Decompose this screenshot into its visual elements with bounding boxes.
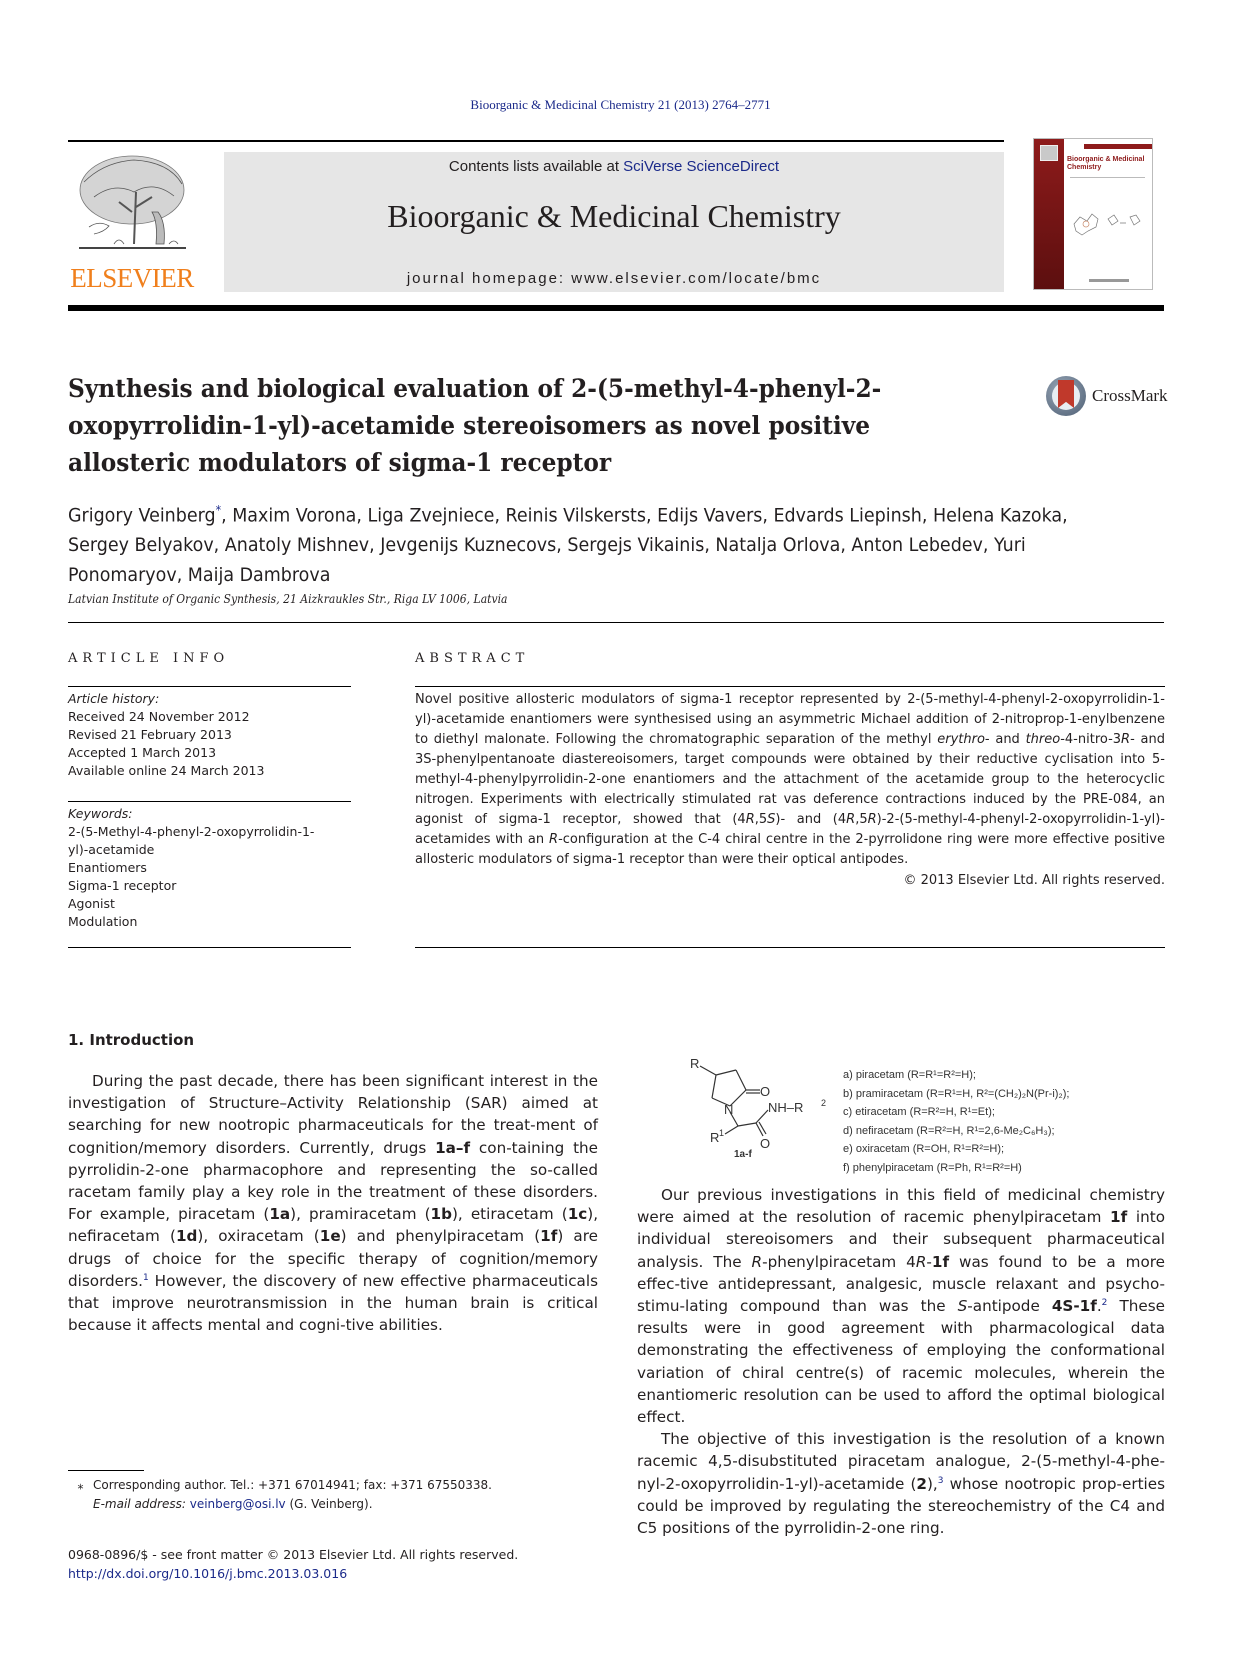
article-title: Synthesis and biological evaluation of 2-(5-methyl-4-phenyl-2-oxopyrrolidin-1-yl)-acetamide stereoisomers as novel positive allosteric modulators of sigma-1 receptor [68,374,882,477]
article-history [68,690,351,780]
front-matter [68,1545,518,1583]
atom-NH-R: NH–R [768,1100,804,1115]
compound-item: c) etiracetam (R=R²=H, R¹=Et); [843,1106,995,1118]
co-authors: , Maxim Vorona, Liga Zvejniece, Reinis Vilskersts, Edijs Vavers, Edvards Liepinsh, Helena Kazoka, Sergey Belyakov, Anatoly Mishnev, Jevgenijs Kuznecovs, Sergejs Vikainis, Natalja Orlova, Anton Lebedev, Yuri Ponomaryov, Maija Dambrova [68,504,1068,587]
keyword-item: Enantiomers [68,860,147,875]
article-info-rule [68,686,351,687]
intro-paragraph-3: The objective of this investigation is the resolution of a known racemic 4,5-disubstituted piracetam analogue, 2-(5-methyl-4-phe-nyl-2-oxopyrrolidin-1-yl)-acetamide (2),$^3$ whose nootropic prop-erties could be improved by regulating the stereochemistry of the C4 and C5 positions of the pyrrolidin-2-one ring. [637,1430,1165,1538]
abstract-text: Novel positive allosteric modulators of sigma-1 receptor represented by 2-(5-methyl-4-phenyl-2-oxopyrrolidin-1-yl)-acetamide enantiomers were synthesised using an asymmetric Michael addition of 2-nitroprop-1-enylbenzene to diethyl malonate. Following the chromatographic separation of the methyl erythro- and threo-4-nitro-3R- and 3S-phenylpentanoate diastereoisomers, target compounds were obtained by their reductive cyclisation into 5-methyl-4-phenylpyrrolidin-2-one enantiomers and the attachment of the acetamide group to the heterocyclic nitrogen. Experiments with electrically stimulated rat vas deference contractions induced by the PRE-084, an agonist of sigma-1 receptor, showed that (4R,5S)- and (4R,5R)-2-(5-methyl-4-phenyl-2-oxopyrrolidin-1-yl)-acetamides with an R-configuration at the C-4 chiral centre in the 2-pyrrolidone ring were more effective positive allosteric modulators of sigma-1 receptor than were their optical antipodes. [415,692,1165,867]
journal-citation[interactable]: Bioorganic & Medicinal Chemistry 21 (2013) 2764–2771 [470,97,771,112]
footnote-email-line: E-mail address: veinberg@osi.lv (G. Veinberg). [93,1497,373,1511]
history-heading: Article history: [68,691,160,706]
elsevier-wordmark: ELSEVIER [70,263,194,293]
footnote-rule [68,1470,144,1471]
atom-O-amide: O [760,1136,771,1151]
footnote-line: ⁎ Corresponding author. Tel.: +371 67014941; fax: +371 67550338. [68,1476,492,1495]
atom-O-ring: O [760,1084,771,1099]
right-column-text [637,1184,1165,1539]
sciencedirect-link[interactable]: SciVerse ScienceDirect [623,158,780,175]
atom-R1: R [710,1130,720,1145]
history-item: Received 24 November 2012 [68,709,250,724]
affiliation: Latvian Institute of Organic Synthesis, 21 Aizkraukles Str., Riga LV 1006, Latvia [68,592,508,606]
compound-item: b) pramiracetam (R=R¹=H, R²=(CH₂)₂N(Pr-i)₂); [843,1087,1070,1100]
journal-cover-thumbnail[interactable] [1033,138,1153,290]
email-link[interactable]: veinberg@osi.lv [189,1497,286,1511]
cover-molecule-icon [1072,209,1147,239]
keyword-item: Sigma-1 receptor [68,878,177,893]
article-info-rule [68,801,351,802]
compound-item: e) oxiracetam (R=OH, R¹=R²=H); [843,1143,1005,1155]
left-column-text [68,1070,598,1336]
cover-divider [1070,177,1145,184]
reference-link[interactable]: 1 [143,1272,149,1283]
atom-N: N [724,1102,734,1117]
journal-name: Bioorganic & Medicinal Chemistry [387,198,841,234]
front-matter-copyright: 0968-0896/$ - see front matter © 2013 Elsevier Ltd. All rights reserved. [68,1547,519,1562]
racetam-structure-diagram [690,1058,835,1158]
email-label: E-mail address: [93,1497,186,1511]
keyword-item: Agonist [68,896,115,911]
footnote-mark: ⁎ [77,1478,84,1492]
journal-banner [224,152,1004,292]
corresponding-author-mark[interactable]: * [215,503,222,517]
cover-band [1034,139,1064,289]
abstract-copyright: © 2013 Elsevier Ltd. All rights reserved. [903,873,1165,888]
atom-R: R [690,1058,700,1071]
keyword-item: Modulation [68,914,138,929]
structure-label: 1a-f [734,1149,752,1158]
crossmark-label: CrossMark [1092,386,1168,405]
abstract-rule [415,686,1165,687]
compound-list [843,1066,1069,1177]
reference-link[interactable]: 2 [1101,1297,1108,1308]
footnote-corresponding [68,1476,492,1514]
cover-topbar [1084,144,1152,149]
keyword-item: 2-(5-Methyl-4-phenyl-2-oxopyrrolidin-1-yl)-acetamide [68,824,315,857]
compound-item: a) piracetam (R=R¹=R²=H); [843,1069,976,1081]
intro-paragraph-2: Our previous investigations in this field of medicinal chemistry were aimed at the resolution of racemic phenylpiracetam 1f into individual stereoisomers and their subsequent pharmaceutical analysis. The R-phenylpiracetam 4R-1f was found to be a more effec-tive antidepressant, analgesic, muscle relaxant and psycho-stimu-lating compound than was the S-antipode 4S-1f.$^2$ These results were in good agreement with pharmacological data demonstrating the effectiveness of employing the conformational variation of chiral centre(s) of racemic molecules, wherein the enantiomeric resolution can be used to afford the optimal biological effect. [637,1186,1165,1427]
section-heading-introduction: 1. Introduction [68,1031,195,1049]
elsevier-tree-icon [74,152,190,262]
cover-title: Bioorganic & Medicinal Chemistry [1067,156,1145,171]
affiliation-rule [68,622,1164,623]
masthead-rule-top [68,140,1004,142]
abstract-heading: ABSTRACT [415,651,530,666]
abstract-body [415,690,1165,891]
contents-line [224,158,1004,175]
keywords [68,805,351,931]
article-info-heading: ARTICLE INFO [68,651,230,666]
crossmark-button[interactable] [1046,376,1176,420]
cover-elsevier-logo-icon [1040,145,1058,161]
reference-link[interactable]: 3 [937,1475,944,1486]
intro-paragraph-1: During the past decade, there has been significant interest in the investigation of Structure–Activity Relationship (SAR) aimed at searching for new nootropic pharmaceuticals for the treat-ment of cognition/memory disorders. Currently, drugs 1a–f con-taining the pyrrolidin-2-one pharmacophore and representing the so-called racetam family play a key role in the treatment of these disorders. For example, piracetam (1a), pramiracetam (1b), etiracetam (1c), nefiracetam (1d), oxiracetam (1e) and phenylpiracetam (1f) are drugs of choice for the specific therapy of cognition/memory disorders.$^1$ However, the discovery of new effective pharmaceuticals that improve neurotransmission in the human brain is critical because it affects mental and cogni-tive abilities. [68,1072,599,1335]
compound-item: f) phenylpiracetam (R=Ph, R¹=R²=H) [843,1161,1022,1174]
atom-R1-sup: 1 [719,1128,725,1138]
compound-item: d) nefiracetam (R=R²=H, R¹=2,6-Me₂C₆H₃); [843,1124,1055,1137]
atom-R2-sup: 2 [821,1098,827,1108]
history-item: Available online 24 March 2013 [68,763,265,778]
doi-link[interactable]: http://dx.doi.org/10.1016/j.bmc.2013.03.016 [68,1566,348,1581]
abstract-rule [415,947,1165,948]
history-item: Revised 21 February 2013 [68,727,232,742]
crossmark-icon [1046,376,1086,416]
keywords-heading: Keywords: [68,806,133,821]
elsevier-logo[interactable] [68,152,196,294]
masthead-rule-bottom [68,305,1164,311]
author-list [68,495,1080,590]
article-info-rule [68,947,351,948]
contents-prefix: Contents lists available at [448,158,624,175]
cover-footer [1089,279,1129,282]
history-item: Accepted 1 March 2013 [68,745,217,760]
corresponding-author: Grigory Veinberg [68,504,216,527]
journal-homepage[interactable]: journal homepage: www.elsevier.com/locate/bmc [406,270,822,287]
